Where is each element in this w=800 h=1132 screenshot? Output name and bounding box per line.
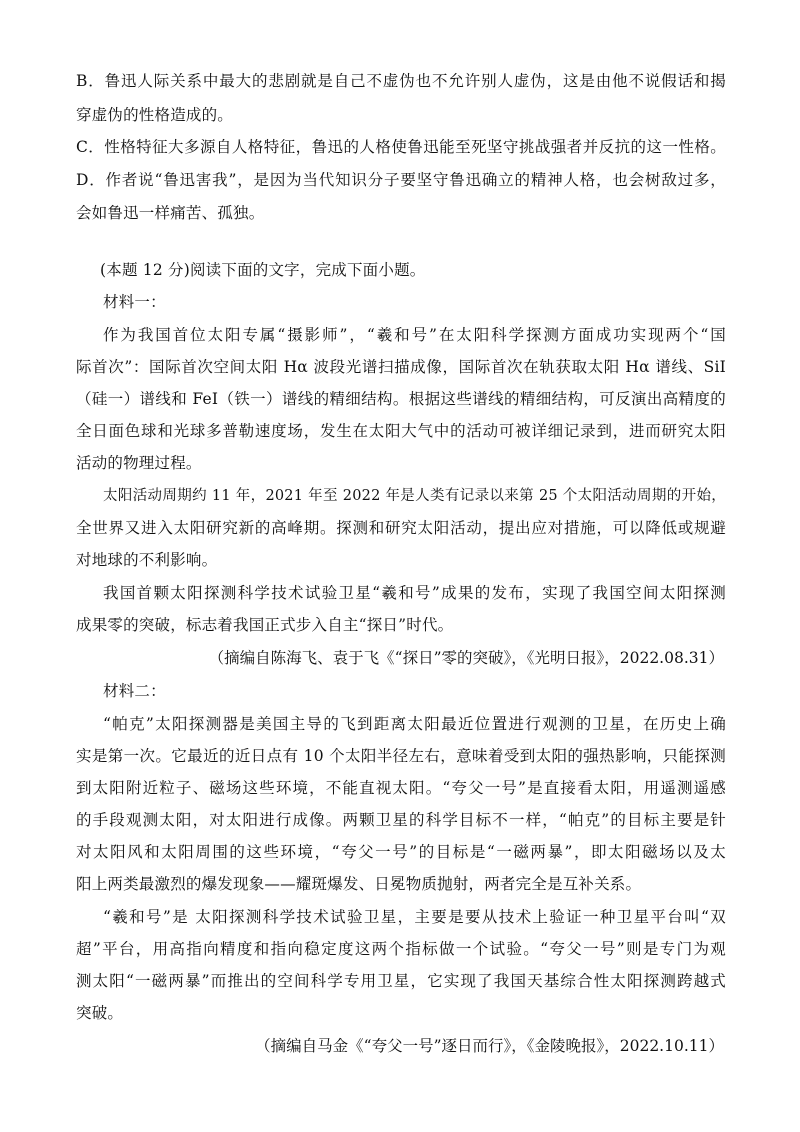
m1-p3-line: 我国首颗太阳探测科学技术试验卫星“羲和号”成果的发布，实现了我国空间太阳探测 — [103, 584, 726, 602]
m1-p3-line: 成果零的突破，标志着我国正式步入自主“探日”时代。 — [76, 616, 454, 634]
m2-p1-line: 阳上两类最激烈的爆发现象——耀斑爆发、日冕物质抛射，两者完全是互补关系。 — [76, 875, 642, 893]
option-d-line-1: D．作者说“鲁迅害我”，是因为当代知识分子要坚守鲁迅确立的精神人格，也会树敌过多， — [76, 171, 726, 189]
option-b-line-2: 穿虚伪的性格造成的。 — [76, 106, 234, 124]
m1-p2-line: 全世界又进入太阳研究新的高峰期。探测和研究太阳活动，提出应对措施，可以降低或规避 — [76, 519, 726, 537]
option-c-line-1: C．性格特征大多源自人格特征，鲁迅的人格使鲁迅能至死坚守挑战强者并反抗的这一性格。 — [76, 138, 726, 156]
m2-p1-line: 实是第一次。它最近的近日点有 10 个太阳半径左右，意味着受到太阳的强热影响，只能探测 — [76, 747, 726, 765]
m2-p2-line: 超”平台，用高指向精度和指向稳定度这两个指标做一个试验。“夸父一号”则是专门为观 — [76, 940, 726, 958]
m2-p2-line: 突破。 — [76, 1004, 124, 1022]
material-2-label: 材料二： — [103, 682, 166, 700]
m2-p1-line: 的手段观测太阳，对太阳进行成像。两颗卫星的科学目标不一样，“帕克”的目标主要是针 — [76, 811, 726, 829]
material-1-label: 材料一： — [103, 293, 166, 311]
option-b-line-1: B．鲁迅人际关系中最大的悲剧就是自己不虚伪也不允许别人虚伪，这是由他不说假话和揭 — [76, 72, 726, 90]
m1-p2-line: 太阳活动周期约 11 年，2021 年至 2022 年是人类有记录以来第 25 个太阳活动周期的开始， — [103, 488, 726, 504]
m1-p1-line: 全日面色球和光球多普勒速度场，发生在太阳大气中的活动可被详细记录到，进而研究太阳 — [76, 422, 726, 440]
m1-p1-line: 作为我国首位太阳专属“摄影师”，“羲和号”在太阳科学探测方面成功实现两个“国 — [103, 326, 726, 344]
question-intro: (本题 12 分)阅读下面的文字，完成下面小题。 — [100, 261, 426, 279]
m2-source: （摘编自马金《“夸父一号”逐日而行》，《金陵晚报》，2022.10.11） — [255, 1037, 724, 1055]
m1-p1-line: 活动的物理过程。 — [76, 454, 202, 472]
m2-p1-line: 到太阳附近粒子、磁场这些环境，不能直视太阳。“夸父一号”是直接看太阳，用遥测遥感 — [76, 779, 726, 797]
m1-p2-line: 对地球的不利影响。 — [76, 551, 218, 569]
m1-p1-line: （硅一）谱线和 FeI（铁一）谱线的精细结构。根据这些谱线的精细结构，可反演出高精度的 — [76, 390, 726, 408]
m1-source: （摘编自陈海飞、袁于飞《“探日”零的突破》，《光明日报》，2022.08.31） — [208, 649, 724, 667]
m2-p1-line: 对太阳风和太阳周围的这些环境，“夸父一号”的目标是“一磁两暴”，即太阳磁场以及太 — [76, 843, 726, 861]
m2-p1-line: “帕克”太阳探测器是美国主导的飞到距离太阳最近位置进行观测的卫星，在历史上确 — [103, 715, 726, 733]
m2-p2-line: 测太阳“一磁两暴”而推出的空间科学专用卫星，它实现了我国天基综合性太阳探测跨越式 — [76, 972, 726, 990]
m1-p1-line: 际首次”：国际首次空间太阳 Hα 波段光谱扫描成像，国际首次在轨获取太阳 Hα 谱线、SiI — [76, 358, 726, 376]
option-d-line-2: 会如鲁迅一样痛苦、孤独。 — [76, 204, 265, 222]
m2-p2-line: “羲和号”是 太阳探测科学技术试验卫星，主要是要从技术上验证一种卫星平台叫“双 — [103, 908, 726, 926]
